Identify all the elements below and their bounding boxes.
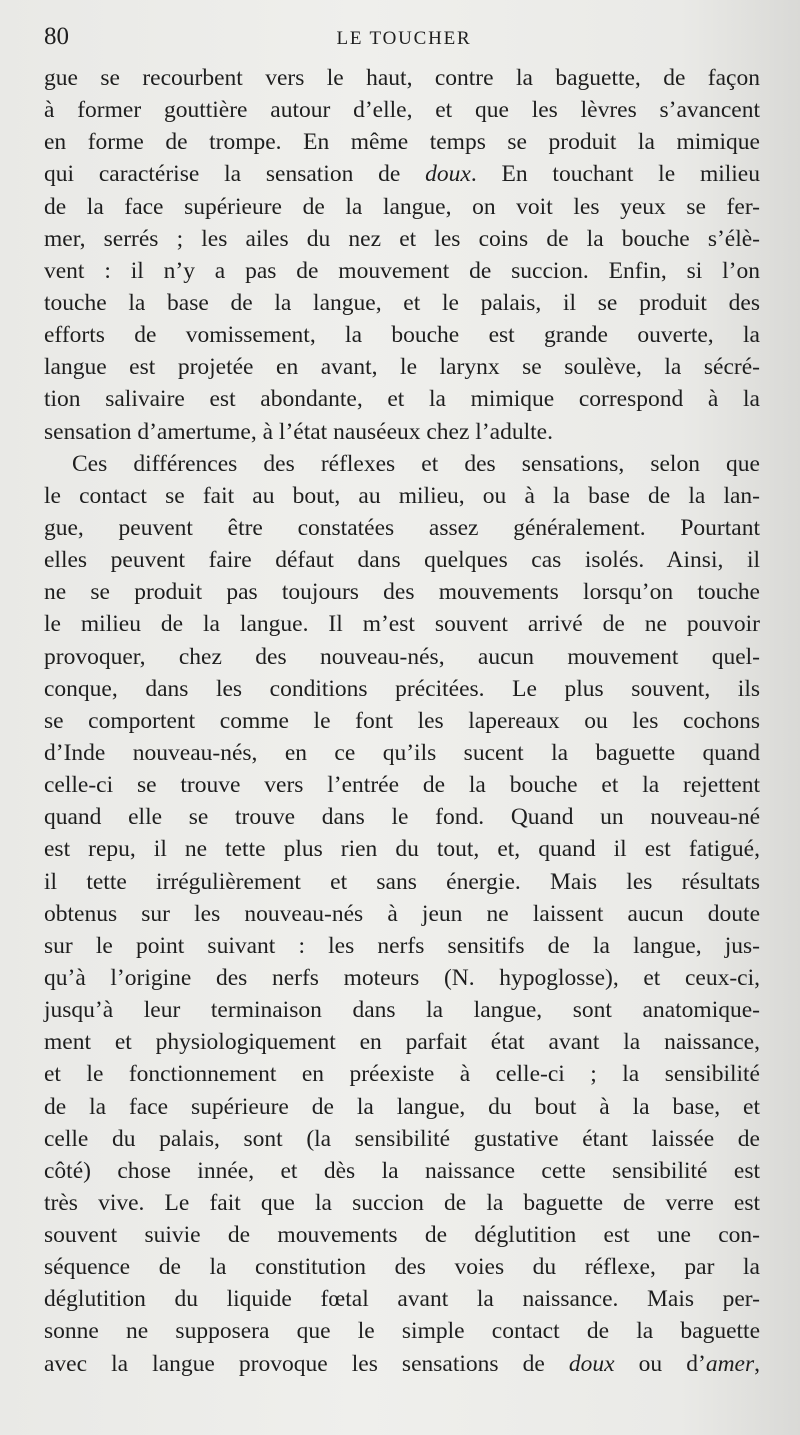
text-line: très vive. Le fait que la succion de la baguette de verre est [44,1189,760,1216]
text-line: souvent suivie de mouvements de déglutition est une con- [44,1222,760,1249]
text-line: se comportent comme le font les lapereaux ou les cochons [44,707,760,734]
text-line: le milieu de la langue. Il m’est souvent arrivé de ne pouvoir [44,611,760,638]
text-line: avec la langue provoque les sensations de doux ou d’amer, [44,1350,760,1377]
text-line: à former gouttière autour d’elle, et que les lèvres s’avancent [44,97,760,124]
paragraph-1 [44,62,764,448]
text-line: celle du palais, sont (la sensibilité gustative étant laissée de [44,1125,760,1152]
text-line: d’Inde nouveau-nés, en ce qu’ils sucent la baguette quand [44,739,760,766]
text-line: ment et physiologiquement en parfait état avant la naissance, [44,1029,760,1056]
running-head [44,20,764,54]
text-line: elles peuvent faire défaut dans quelques cas isolés. Ainsi, il [44,547,760,574]
text-line: est repu, il ne tette plus rien du tout, et, quand il est fatigué, [44,836,760,863]
text-line: le contact se fait au bout, au milieu, ou à la base de la lan- [44,482,760,509]
text-line: celle-ci se trouve vers l’entrée de la bouche et la rejettent [44,772,760,799]
text-line: Ces différences des réflexes et des sensations, selon que [72,450,760,477]
text-line: obtenus sur les nouveau-nés à jeun ne laissent aucun doute [44,900,760,927]
text-line: qu’à l’origine des nerfs moteurs (N. hypoglosse), et ceux-ci, [44,964,760,991]
text-body [44,62,764,1402]
text-line: et le fonctionnement en préexiste à celle-ci ; la sensibilité [44,1061,760,1088]
text-line: quand elle se trouve dans le fond. Quand un nouveau-né [44,804,760,831]
text-line: efforts de vomissement, la bouche est grande ouverte, la [44,322,760,349]
text-line: ne se produit pas toujours des mouvements lorsqu’on touche [44,579,760,606]
text-line: conque, dans les conditions précitées. Le plus souvent, ils [44,675,760,702]
text-line: en forme de trompe. En même temps se produit la mimique [44,129,760,156]
text-line: provoquer, chez des nouveau-nés, aucun mouvement quel- [44,643,760,670]
text-line: gue se recourbent vers le haut, contre la baguette, de façon [44,65,760,91]
paragraph-2 [44,448,764,1380]
text-line: côté) chose innée, et dès la naissance cette sensibilité est [44,1157,760,1184]
text-line: gue, peuvent être constatées assez généralement. Pourtant [44,514,760,541]
text-line: séquence de la constitution des voies du réflexe, par la [44,1254,760,1281]
text-line: de la face supérieure de la langue, du bout à la base, et [44,1093,760,1120]
page-number: 80 [44,23,69,50]
text-line: de la face supérieure de la langue, on voit les yeux se fer- [44,193,760,220]
text-line: qui caractérise la sensation de doux. En touchant le milieu [44,161,760,188]
running-title: LE TOUCHER [336,28,472,49]
text-line: déglutition du liquide fœtal avant la naissance. Mais per- [44,1286,760,1313]
text-line: sonne ne supposera que le simple contact de la baguette [44,1318,760,1345]
text-line: touche la base de la langue, et le palais, il se produit des [44,289,760,316]
text-line: mer, serrés ; les ailes du nez et les coins de la bouche s’élè- [44,225,760,252]
text-line: tion salivaire est abondante, et la mimique correspond à la [44,386,760,413]
text-line: il tette irrégulièrement et sans énergie. Mais les résultats [44,868,760,895]
text-line: langue est projetée en avant, le larynx se soulève, la sécré- [44,354,760,381]
text-line: vent : il n’y a pas de mouvement de succion. Enfin, si l’on [44,257,760,284]
text-line: jusqu’à leur terminaison dans la langue, sont anatomique- [44,997,760,1024]
text-line: sensation d’amertume, à l’état nauséeux chez l’adulte. [44,418,553,445]
text-line: sur le point suivant : les nerfs sensitifs de la langue, jus- [44,932,760,959]
